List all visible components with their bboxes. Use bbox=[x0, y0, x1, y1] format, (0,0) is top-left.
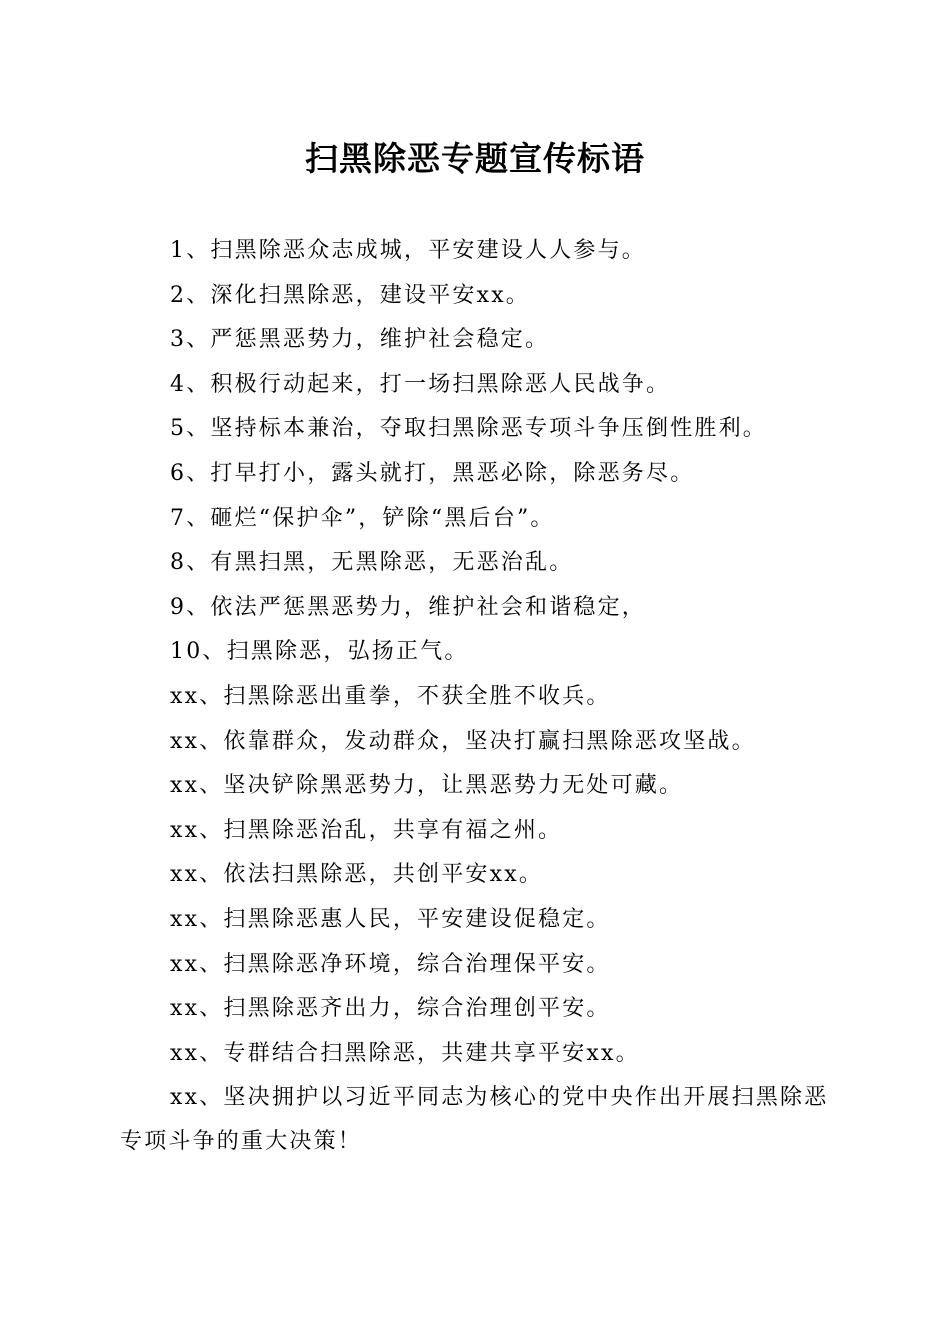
slogan-list bbox=[120, 229, 832, 1164]
slogan-item: 2、深化扫黑除恶，建设平安xx。 bbox=[170, 282, 531, 308]
slogan-item: xx、坚决铲除黑恶势力，让黑恶势力无处可藏。 bbox=[170, 773, 684, 799]
slogan-item: xx、扫黑除恶治乱，共享有福之州。 bbox=[170, 817, 563, 843]
slogan-item: 10、扫黑除恶，弘扬正气。 bbox=[170, 639, 469, 665]
slogan-item: 3、严惩黑恶势力，维护社会稳定。 bbox=[170, 327, 550, 353]
slogan-item: xx、扫黑除恶出重拳，不获全胜不收兵。 bbox=[170, 683, 611, 709]
slogan-item: 1、扫黑除恶众志成城，平安建设人人参与。 bbox=[170, 238, 646, 263]
slogan-item: 8、有黑扫黑，无黑除恶，无恶治乱。 bbox=[170, 550, 574, 576]
slogan-item: xx、扫黑除恶惠人民，平安建设促稳定。 bbox=[170, 906, 611, 932]
slogan-item: xx、依靠群众，发动群众，坚决打赢扫黑除恶攻坚战。 bbox=[170, 728, 756, 754]
document-title: 扫黑除恶专题宣传标语 bbox=[305, 139, 645, 178]
slogan-item: xx、扫黑除恶净环境，综合治理保平安。 bbox=[170, 951, 611, 977]
slogan-item: 5、坚持标本兼治，夺取扫黑除恶专项斗争压倒性胜利。 bbox=[170, 416, 767, 442]
slogan-item: xx、扫黑除恶齐出力，综合治理创平安。 bbox=[170, 996, 611, 1022]
slogan-item: 9、依法严惩黑恶势力，维护社会和谐稳定， bbox=[170, 594, 646, 620]
slogan-item: xx、坚决拥护以习近平同志为核心的党中央作出开展扫黑除恶专项斗争的重大决策！ bbox=[120, 1085, 829, 1155]
slogan-item: xx、专群结合扫黑除恶，共建共享平安xx。 bbox=[170, 1040, 640, 1066]
slogan-item: 4、积极行动起来，打一场扫黑除恶人民战争。 bbox=[170, 371, 671, 397]
slogan-item: xx、依法扫黑除恶，共创平安xx。 bbox=[170, 862, 544, 888]
slogan-item: 6、打早打小，露头就打，黑恶必除，除恶务尽。 bbox=[170, 460, 695, 486]
slogan-item: 7、砸烂“保护伞”，铲除“黑后台”。 bbox=[170, 505, 555, 531]
